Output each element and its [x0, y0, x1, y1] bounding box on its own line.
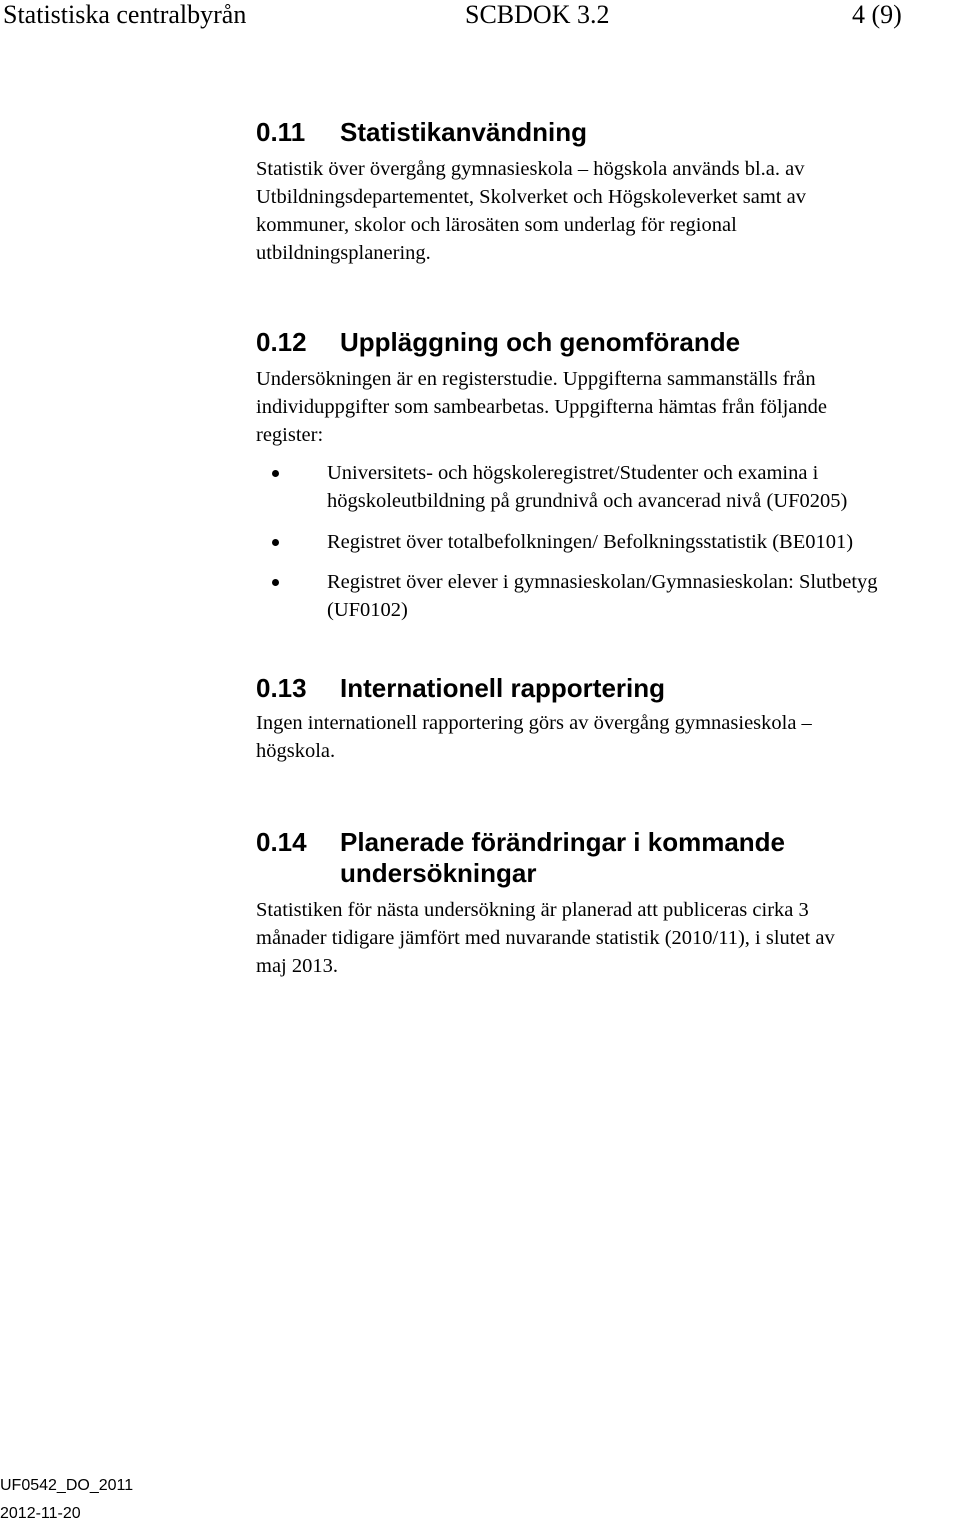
- page-header: [0, 0, 960, 34]
- section-number: 0.11: [256, 117, 306, 147]
- paragraph-line: kommuner, skolor och lärosäten som underlag för regional: [256, 214, 737, 236]
- organization-name: Statistiska centralbyrån: [3, 0, 247, 29]
- paragraph-line: Ingen internationell rapportering görs av övergång gymnasieskola –: [256, 712, 812, 734]
- section-paragraph-0-14: [256, 896, 956, 980]
- paragraph-line: Utbildningsdepartementet, Skolverket och Högskoleverket samt av: [256, 186, 806, 208]
- footer-document-id: UF0542_DO_2011: [0, 1477, 134, 1494]
- list-item-text: [327, 568, 878, 624]
- list-item-line: högskoleutbildning på grundnivå och avancerad nivå (UF0205): [327, 490, 848, 512]
- section-title: Uppläggning och genomförande: [340, 327, 741, 357]
- section-title: Statistikanvändning: [340, 117, 588, 147]
- bullet-icon: [272, 470, 279, 477]
- footer-date: 2012-11-20: [0, 1505, 81, 1522]
- paragraph-line: högskola.: [256, 740, 336, 762]
- paragraph-line: individuppgifter som sambearbetas. Uppgifterna hämtas från följande: [256, 396, 827, 418]
- section-paragraph-0-12: [256, 365, 956, 449]
- paragraph-line: månader tidigare jämfört med nuvarande statistik (2010/11), i slutet av: [256, 927, 835, 949]
- paragraph-line: Undersökningen är en registerstudie. Uppgifterna sammanställs från: [256, 368, 816, 390]
- page-indicator: 4 (9): [852, 0, 902, 29]
- section-title-line-2: undersökningar: [340, 858, 537, 888]
- list-item-text: [327, 528, 853, 556]
- section-number: 0.14: [256, 827, 307, 857]
- section-number: 0.13: [256, 673, 307, 703]
- section-paragraph-0-11: [256, 155, 956, 267]
- paragraph-line: register:: [256, 424, 324, 446]
- paragraph-line: maj 2013.: [256, 955, 338, 977]
- list-item-text: [327, 459, 847, 515]
- list-item-line: (UF0102): [327, 599, 408, 621]
- list-item-line: Universitets- och högskoleregistret/Studenter och examina i: [327, 462, 819, 484]
- section-number: 0.12: [256, 327, 307, 357]
- paragraph-line: utbildningsplanering.: [256, 242, 431, 264]
- bullet-icon: [272, 579, 279, 586]
- section-title: Planerade förändringar i kommande: [340, 827, 786, 857]
- document-code: SCBDOK 3.2: [465, 0, 610, 29]
- list-item-line: Registret över totalbefolkningen/ Befolkningsstatistik (BE0101): [327, 531, 854, 553]
- paragraph-line: Statistik över övergång gymnasieskola – högskola används bl.a. av: [256, 158, 805, 180]
- section-paragraph-0-13: [256, 709, 956, 765]
- list-item-line: Registret över elever i gymnasieskolan/Gymnasieskolan: Slutbetyg: [327, 571, 878, 593]
- bullet-icon: [272, 539, 279, 546]
- paragraph-line: Statistiken för nästa undersökning är planerad att publiceras cirka 3: [256, 899, 809, 921]
- section-title: Internationell rapportering: [340, 673, 666, 703]
